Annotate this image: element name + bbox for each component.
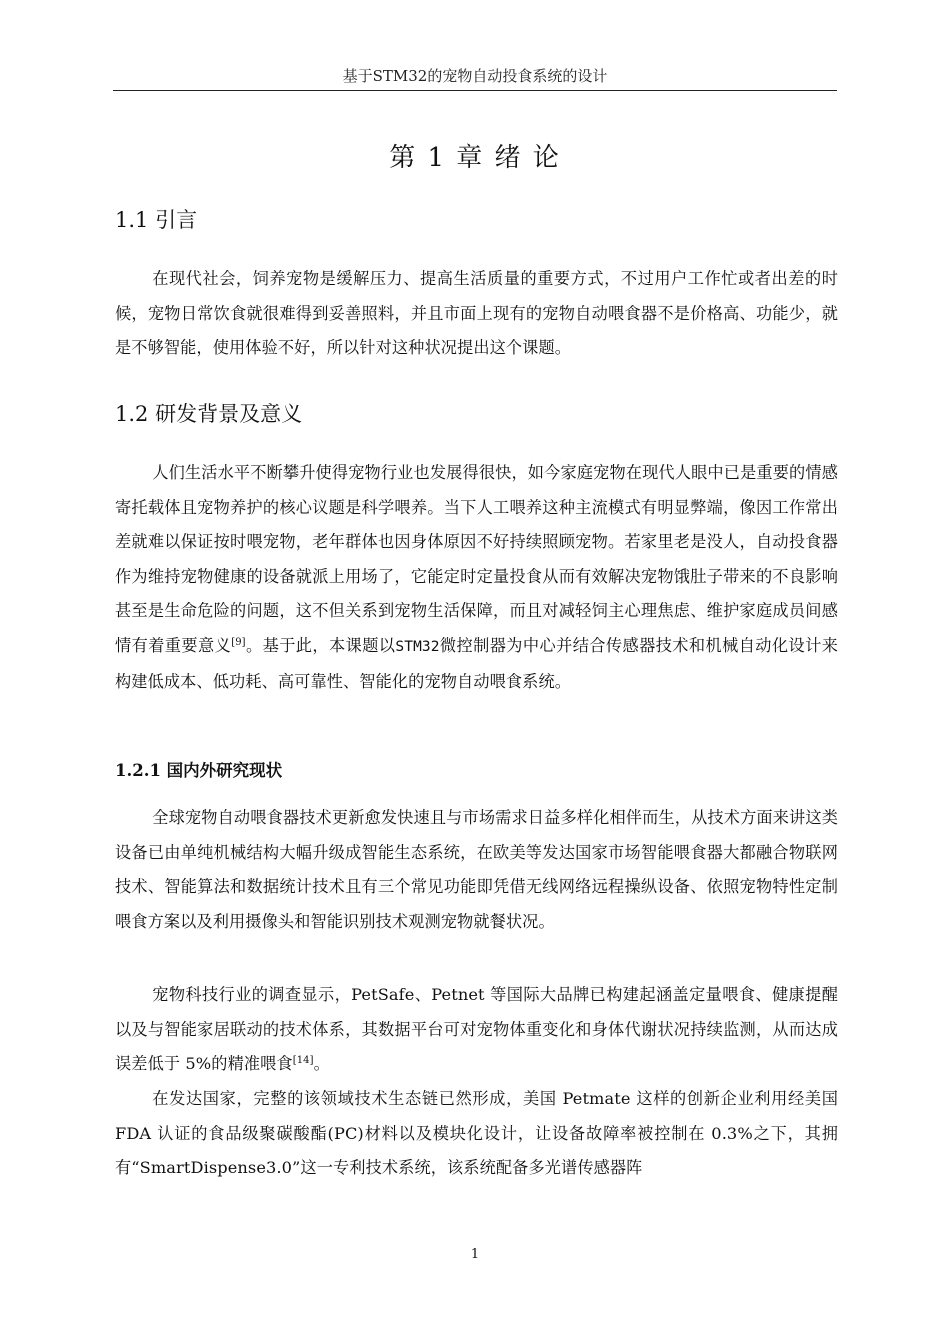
page-number: 1 <box>470 1247 480 1262</box>
paragraph-background <box>115 456 838 699</box>
citation-ref-14: [14] <box>292 1055 314 1067</box>
paragraph-background-text-2: 。基于此，本课题以 <box>245 635 396 655</box>
paragraph-research-status: 全球宠物自动喂食器技术更新愈发快速且与市场需求日益多样化相伴而生，从技术方面来讲这类设备已由单纯机械结构大幅升级成智能生态系统，在欧美等发达国家市场智能喂食器大都融合物联网技术、智能算法和数据统计技术且有三个常见功能即凭借无线网络远程操纵设备、依照宠物特性定制喂食方案以及利用摄像头和智能识别技术观测宠物就餐状况。 <box>115 808 838 931</box>
paragraph-industry-survey <box>115 978 838 1082</box>
paragraph-industry-survey-text-2: 。 <box>313 1054 330 1074</box>
paragraph-background-text-1: 人们生活水平不断攀升使得宠物行业也发展得很快，如今家庭宠物在现代人眼中已是重要的情感寄托载体且宠物养护的核心议题是科学喂养。当下人工喂养这种主流模式有明显弊端，像因工作常出差就难以保证按时喂宠物，老年群体也因身体原因不好持续照顾宠物。若家里老是没人，自动投食器作为维持宠物健康的设备就派上用场了，它能定时定量投食从而有效解决宠物饿肚子带来的不良影响甚至是生命危险的问题，这不但关系到宠物生活保障，而且对减轻饲主心理焦虑、维护家庭成员间感情有着重要意义 <box>115 463 838 655</box>
paragraph-background-text-3: 微控制器为中心并结合传感器技术和机械自动化设计来构建低成本、低功耗、高可靠性、智能化的宠物自动喂食系统。 <box>115 635 839 691</box>
running-header: 基于STM32的宠物自动投食系统的设计 <box>342 67 608 85</box>
header-divider <box>113 90 837 91</box>
paragraph-industry-survey-text-1: 宠物科技行业的调查显示，PetSafe、Petnet 等国际大品牌已构建起涵盖定量喂食、健康提醒以及与智能家居联动的技术体系，其数据平台可对宠物体重变化和身体代谢状况持续监测，从而达成误差低于 5%的精准喂食 <box>115 985 838 1074</box>
paragraph-intro: 在现代社会，饲养宠物是缓解压力、提高生活质量的重要方式，不过用户工作忙或者出差的时候，宠物日常饮食就很难得到妥善照料，并且市面上现有的宠物自动喂食器不是价格高、功能少，就是不够智能，使用体验不好，所以针对这种状况提出这个课题。 <box>115 269 838 358</box>
section-heading-1-1: 1.1 引言 <box>115 208 198 232</box>
paragraph-background-stm32: STM32 <box>395 638 440 655</box>
section-heading-1-2: 1.2 研发背景及意义 <box>115 402 303 426</box>
citation-ref-9: [9] <box>231 636 246 648</box>
subsection-heading-1-2-1: 1.2.1 国内外研究现状 <box>115 761 283 780</box>
paragraph-developed-countries: 在发达国家，完整的该领域技术生态链已然形成，美国 Petmate 这样的创新企业利用经美国 FDA 认证的食品级聚碳酸酯(PC)材料以及模块化设计，让设备故障率被控制在 0.3%之下，其拥有“SmartDispense3.0”这一专利技术系统，该系统配备多光谱传感器阵 <box>115 1089 838 1178</box>
chapter-title: 第 1 章 绪 论 <box>389 143 561 173</box>
